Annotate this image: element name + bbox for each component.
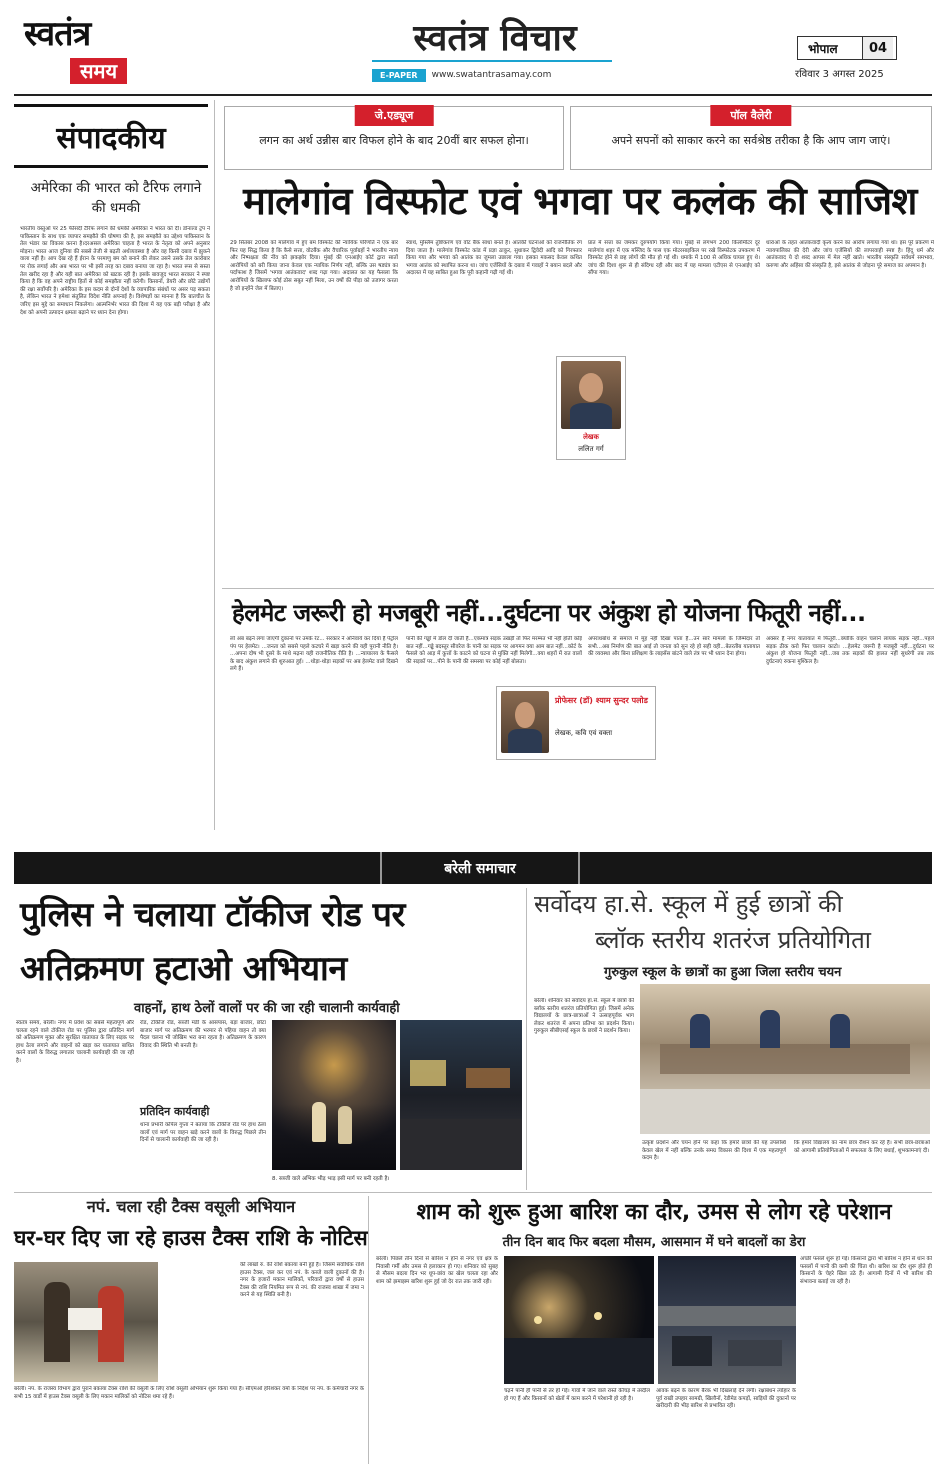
quote-box bbox=[224, 106, 564, 170]
quote-author: पॉल वैलेरी bbox=[710, 105, 791, 126]
column-divider bbox=[526, 888, 527, 1190]
newspaper-logo bbox=[24, 14, 136, 84]
rain-body: आवक बढ़ने के कारण बैरक भी दिखलाई देने लगी। रक्षाबंधन त्योहार के पूर्व राखी उपहार सामग्री, खिलौनों, रेडीमेड कपड़ों, साड़ियों की दुकानों पर खरीदारी की भीड़ बारिश से प्रभावित रही। bbox=[656, 1388, 796, 1410]
quote-text: अपने सपनों को साकार करने का सर्वश्रेष्ठ तरीका है कि आप जाग जाएं। bbox=[611, 134, 891, 147]
chess-body: बरेली। शनिवार को सर्वोदय हा.से. स्कूल में छात्रों की ब्लॉक स्तरीय शतरंज प्रतियोगिता हुई। जिसमें अनेक विद्यालयों के छात्र-छात्राओं ने उत्साहपूर्वक भाग लेकर शतरंज में अपना प्रतिभा का प्रदर्शन किया। गुरुकुल सीबीएसई स्कूल के छात्रों ने प्रदर्शन किया। bbox=[534, 998, 634, 1035]
website-link[interactable]: www.swatantrasamay.com bbox=[431, 70, 552, 80]
chess-headline-line2: ब्लॉक स्तरीय शतरंज प्रतियोगिता bbox=[594, 926, 872, 954]
lead-article-col: 29 सितंबर 2008 को मालेगांव में हुए बम विस्फोट की न्यायिक परिणति ने एक बार फिर यह सिद्ध किया है कि कैसे सत्ता, वोटबैंक और वैचारिक पूर्वाग्रहों ने भारतीय न्याय और निष्पक्षता की नींव को झकझोर दिया। मुंबई की एनआईए कोर्ट द्वारा सातों आरोपियों को बरी किया जाना केवल एक न्यायिक निर्णय नहीं, बल्कि उस षड्यंत्र का पर्दाफाश है जिसमें 'भगवा आतंकवाद' शब्द गढ़ा गया। अदालत का यह फैसला कि आरोपियों के खिलाफ कोई ठोस सबूत नहीं मिला, उन वर्षों की पीड़ा को उजागर करता है जो इन्होंने जेल में बिताए। bbox=[230, 240, 398, 292]
tax-photo bbox=[14, 1262, 158, 1382]
tax-headline: घर-घर दिए जा रहे हाउस टैक्स राशि के नोटिस bbox=[14, 1226, 368, 1250]
rain-headline: शाम को शुरू हुआ बारिश का दौर, उमस से लोग रहे परेशान bbox=[416, 1200, 892, 1225]
edition-city: भोपाल bbox=[808, 41, 838, 56]
police-headline-line2: अतिक्रमण हटाओ अभियान bbox=[20, 949, 347, 989]
chess-body: कि हमारे विद्यालय का नाम छात्र रौशन कर रहे हैं। सभी छात्र-छात्राओं को आगामी प्रतियोगिताओं में सफलता के लिए बधाई, शुभकामनाएं दी। bbox=[794, 1140, 930, 1154]
author-name: ललित गर्ग bbox=[578, 445, 604, 453]
rain-photo bbox=[658, 1256, 796, 1384]
article-divider bbox=[222, 588, 934, 589]
epaper-bar bbox=[372, 68, 551, 82]
masthead-rule bbox=[372, 60, 612, 62]
chess-body: उत्कृष्ट प्रदर्शन और चयन होने पर कहा कि हमारे छात्रों की यह उपलब्धि केवल खेल में नहीं बल्कि उनके समग्र विकास की दिशा में एक महत्वपूर्ण कदम है। bbox=[642, 1140, 786, 1162]
police-photo bbox=[400, 1020, 522, 1170]
lead-article-col: प्रांत में सत्ता का जमकर दुरुपयोग किया गया। मुंबई से लगभग 200 किलोमीटर दूर मालेगांव शहर में एक मस्जिद के पास एक मोटरसाइकिल पर रखे विस्फोटक उपकरण में विस्फोट होने से छह लोगों की मौत हो गई थी। धमाके में 100 से अधिक घायल हुए थे। जांच की दिशा शुरू से ही संदिग्ध रही और बाद में यह मामला एटीएस से एनआईए को सौंपा गया। bbox=[588, 240, 760, 277]
police-body: रोड, टॉकीज रोड, सब्जी मंडी के आसपास, बड़ा बाजार, छोटा बाजार मार्ग पर अतिक्रमण की भरमार से पहिया वाहन तो क्या पैदल चलना भी जोखिम भरा बना रहता है। अतिक्रमण के कारण विवाद की स्थिति भी बनती है। bbox=[140, 1020, 266, 1049]
quote-text: लगन का अर्थ उन्नीस बार विफल होने के बाद 20वीं बार सफल होना। bbox=[259, 134, 529, 147]
rain-subheadline: तीन दिन बाद फिर बदला मौसम, आसमान में घने बादलों का डेरा bbox=[502, 1235, 806, 1250]
police-body: थाना प्रभारी कपिल गुप्ता ने बताया कि टॉकीज रोड पर हाथ ठेला वालों एवं मार्ग पर वाहन खड़े करने वालों के विरुद्ध पिछले तीन दिनों से चालानी कार्यवाही की जा रही है। bbox=[140, 1122, 266, 1144]
daily-action-subhead: प्रतिदिन कार्यवाही bbox=[140, 1105, 210, 1118]
page-number: 04 bbox=[862, 37, 893, 59]
editorial-body: भारतीय वस्तुओं पर 25 फीसदी टैरिफ लगाने की धमकी अमेरिका ने भारत को दी। डोनाल्ड ट्रंप ने पाकिस्तान के साथ एक व्यापार समझौते की घोषणा की है, इस समझौते का उद्देश्य पाकिस्तान के तेल भंडार का विकास करना है।दरअसल अमेरिका चाहता है भारत के नेतृत्व को अपने अनुसार मोड़ना। भारत आज दुनिया की सबसे तेजी से बढ़ती अर्थव्यवस्था है और वह किसी दबाव में झुकने वाला नहीं है। आप देख रहे हैं ईरान के परमाणु बम को बनाने की लेकर उसने उसके तेल कारोबार पर रोक लगाई और अब भारत पर भी इसी तरह का दबाव बनाया जा रहा है। भारत रूस से सस्ता तेल खरीद रहा है और यही बात अमेरिका को खटक रही है। इसके बावजूद भारत सरकार ने स्पष्ट किया है कि वह अपने राष्ट्रीय हितों से कोई समझौता नहीं करेगी। किसानों, डेयरी और छोटे उद्योगों की रक्षा सर्वोपरि है। अमेरिका के इस कदम से दोनों देशों के व्यापारिक संबंधों पर असर पड़ सकता है, लेकिन भारत ने हमेशा संतुलित विदेश नीति अपनाई है। विशेषज्ञों का मानना है कि बातचीत के जरिए इस मुद्दे का समाधान निकलेगा। आत्मनिर्भर भारत की दिशा में यह एक बड़ी परीक्षा है और देश को अपनी उत्पादन क्षमता बढ़ाने पर ध्यान देना होगा। bbox=[20, 226, 210, 316]
tax-body: की लाखों रु. की राशि बकाया बनी हुई है। जिसमें सर्वाधिक राशि हाउस टैक्स, जल कर एवं नपं. के कब्जे वाली दुकानों की है। नगर के हजारों मकान मालिकों, परिवारों द्वारा वर्षों से हाउस टैक्स की राशि नियमित रूप से नपं. की राजस्व शाखा में जमा न करने से यह स्थिति बनी है। bbox=[240, 1262, 364, 1299]
column-divider bbox=[214, 100, 215, 830]
header-divider bbox=[14, 94, 932, 96]
editorial-header bbox=[14, 104, 208, 168]
helmet-article-col: अपराधबोध से समाज में मुंह नहीं दिखा पाता है...उन सारे मामलों के जिम्मेदार तो सभी...अब निर्माण की बात आई तो जनता को सुन रहे हो सही वही...बेतरतीब यातायात की व्यवस्था और बिना प्रशिक्षण के लाइसेंस बांटने वाले तंत्र पर भी ध्यान देना होगा। bbox=[588, 636, 760, 658]
column-divider bbox=[368, 1196, 369, 1464]
logo-line1: स्वतंत्र bbox=[24, 14, 91, 54]
author-role: लेखक bbox=[583, 433, 599, 441]
quote-author: जे.एड्यूज bbox=[355, 105, 434, 126]
lead-article-col: धाराओं के तहत आतंकवादी कृत्य करने का आरोप लगाया गया था। इस पूरे प्रकरण में न्यायपालिका की देरी और जांच एजेंसियों की लापरवाही स्पष्ट है। हिंदू धर्म और आतंकवाद ये दो शब्द आपस में मेल नहीं खाते। भारतीय संस्कृति सर्वधर्म समभाव, करुणा और अहिंसा की संस्कृति है, इसे आतंक से जोड़ना पूरे समाज का अपमान है। bbox=[766, 240, 934, 269]
photo-caption: 8. सब्जी वाले अभिक भीड़ भाड़ इसी मार्ग पर बनी रहती है। bbox=[272, 1176, 390, 1182]
lead-article-col: स्वार्थ, मुस्लिम तुष्टिकरण एवं वोट बैंक साधा बनते हैं। आतंकी घटनाओं को राजनीतिक रंग दिया जाता है। मालेगांव विस्फोट कांड में प्रज्ञा ठाकुर, सुधाकर द्विवेदी आदि को गिरफ्तार किया गया और भगवा को आतंक का जुमला उछाला गया। इसका मकसद केवल कथित भगवा आतंक को स्थापित करना था। जांच एजेंसियों के दबाव में गवाहों ने बयान बदले और अदालत में यह साबित हुआ कि पूरी कहानी गढ़ी गई थी। bbox=[406, 240, 582, 277]
editorial-headline: अमेरिका की भारत को टैरिफ लगाने की धमकी bbox=[30, 180, 202, 216]
author-name: प्रोफेसर (डॉ) श्याम सुन्दर पलोड bbox=[555, 696, 648, 705]
helmet-headline: हेलमेट जरूरी हो मजबूरी नहीं...दुर्घटना पर अंकुश हो योजना फितूरी नहीं... bbox=[232, 599, 866, 627]
quote-box bbox=[570, 106, 932, 170]
author-role: लेखक, कवि एवं वक्ता bbox=[555, 729, 613, 737]
rain-photo bbox=[504, 1256, 654, 1384]
author-photo bbox=[501, 691, 549, 753]
epaper-tag: E-PAPER bbox=[372, 69, 426, 82]
police-subheadline: वाहनों, हाथ ठेलों वालों पर की जा रही चालानी कार्यवाही bbox=[134, 1001, 400, 1016]
tax-kicker: नपं. चला रही टैक्स वसूली अभियान bbox=[86, 1197, 296, 1216]
helmet-article-col: पानी की गड्ढों में डोल दी जाती है...एकमात्र सड़क उखड़ी तो फिर मरम्मत भी नहीं होती कोई बात नहीं...गड्ढे बदस्तूर सीवरेज के पानी का सड़क पर आगमन क्या आम बात नहीं...कोर्ट के फैसले को आड़ में कुत्तों के काटने को घटना से मुक्ति नहीं मिलेगी...क्या शहरों में रात वालों की सड़कों पर...पीने के पानी की समस्या पर कोई नहीं बोलता। bbox=[406, 636, 582, 665]
tax-body: बरेली। नपं. के राजस्व विभाग द्वारा पुराने बकाया टैक्स राशि की वसूली के लिए राशि वसूली अभियान शुरू किया गया है। सीएमओ हरिशंकर वर्मा के निर्देश पर नपं. के कर्मचारी नगर के सभी 15 वार्डों में हाउस टैक्स वसूली के लिए मकान मालिकों को नोटिस थमा रहे हैं। bbox=[14, 1386, 364, 1400]
logo-line2: समय bbox=[70, 58, 127, 84]
helmet-article-col: अक्सर हैं नगर यातायात में फितूरी...क्योंकि वाहन चलाने लायक सड़क नहीं...पहले सड़क ठीक करो फिर चालान काटो। ...हेलमेट जरूरी है मजबूरी नहीं...दुर्घटना पर अंकुश हो योजना फितूरी नहीं...जब तक सड़कों की हालत नहीं सुधरेगी तब तक दुर्घटनाएं रुकना मुश्किल है। bbox=[766, 636, 934, 665]
section-bar bbox=[14, 852, 932, 884]
rain-body: बरेली। पिछले तीन दिनों से बारिश न होने से नगर एवं क्षेत्र के निवासी गर्मी और उमस से हलाकान हो गए। शनिवार को सुबह से मौसम बदला दिन भर धूप-छांव का खेल चलता रहा और शाम को झमाझम बारिश शुरू हुई जो देर रात तक जारी रही। bbox=[376, 1256, 498, 1285]
lead-headline: मालेगांव विस्फोट एवं भगवा पर कलंक की साजिश bbox=[243, 179, 917, 223]
article-divider bbox=[14, 1192, 932, 1193]
masthead-title: स्वतंत्र विचार bbox=[413, 17, 577, 59]
chess-photo bbox=[640, 984, 930, 1134]
rain-body: चढ़ने पानी ही पानी से तर हो गईं। गांवों में जाने वाले रास्ते कीचड़ में तब्दील हो गए हैं और किसानों को खेतों में काम करने में परेशानी हो रही है। bbox=[504, 1388, 650, 1402]
issue-date: रविवार 3 अगस्त 2025 bbox=[795, 69, 884, 80]
rain-body: अच्छी फसलें शुरू हो गईं। किसानों द्वारा भी बारिश न होने से धान की फसलों में पानी की कमी की चिंता थी। बारिश का दौर शुरू होते ही किसानों के चेहरे खिल उठे हैं। आगामी दिनों में भी बारिश की संभावना बताई जा रही है। bbox=[800, 1256, 932, 1285]
police-photo bbox=[272, 1020, 396, 1170]
police-headline-line1: पुलिस ने चलाया टॉकीज रोड पर bbox=[20, 895, 405, 935]
edition-box bbox=[797, 36, 897, 60]
police-body: स्वतंत्र समय, बरेली। नगर में प्रवेश का सबसे महत्वपूर्ण और चलता रहने वाले टॉकीज रोड पर पुलिस द्वारा प्रतिदिन मार्ग को अतिक्रमण मुक्त और सुरक्षित यातायात के लिए सड़क पर हाथ ठेला लगाने और वाहनों को खड़ा कर यातायात बाधित करने वालों के विरुद्ध लगातार चालानी कार्यवाही की जा रही है। bbox=[16, 1020, 134, 1064]
section-label: बरेली समाचार bbox=[380, 852, 580, 884]
helmet-article-col: लो अब बढ़ने लगा जाएगी दुकानों पर उमके रेट... सरकार ने अनिवार्य कर दिया है पेट्रोल पंप पर हेलमेट। ...जनता को सबसे पहले कटघरे में खड़ा करने की यही पुरानी नीति है। ...अपना दोष भी दूसरे के माथे मढ़ना यही राजनीतिक रीति है। ...न्यायालय के फैसले के बाद अंकुश लगाने की शुरुआत हुई। ...थोड़ा-थोड़ा सड़कों पर अब हेलमेट वाले दिखने लगे हैं। bbox=[230, 636, 398, 673]
chess-subheadline: गुरुकुल स्कूल के छात्रों का हुआ जिला स्तरीय चयन bbox=[604, 965, 842, 980]
editorial-title: संपादकीय bbox=[56, 120, 166, 156]
chess-headline-line1: सर्वोदय हा.से. स्कूल में हुई छात्रों की bbox=[534, 890, 843, 918]
